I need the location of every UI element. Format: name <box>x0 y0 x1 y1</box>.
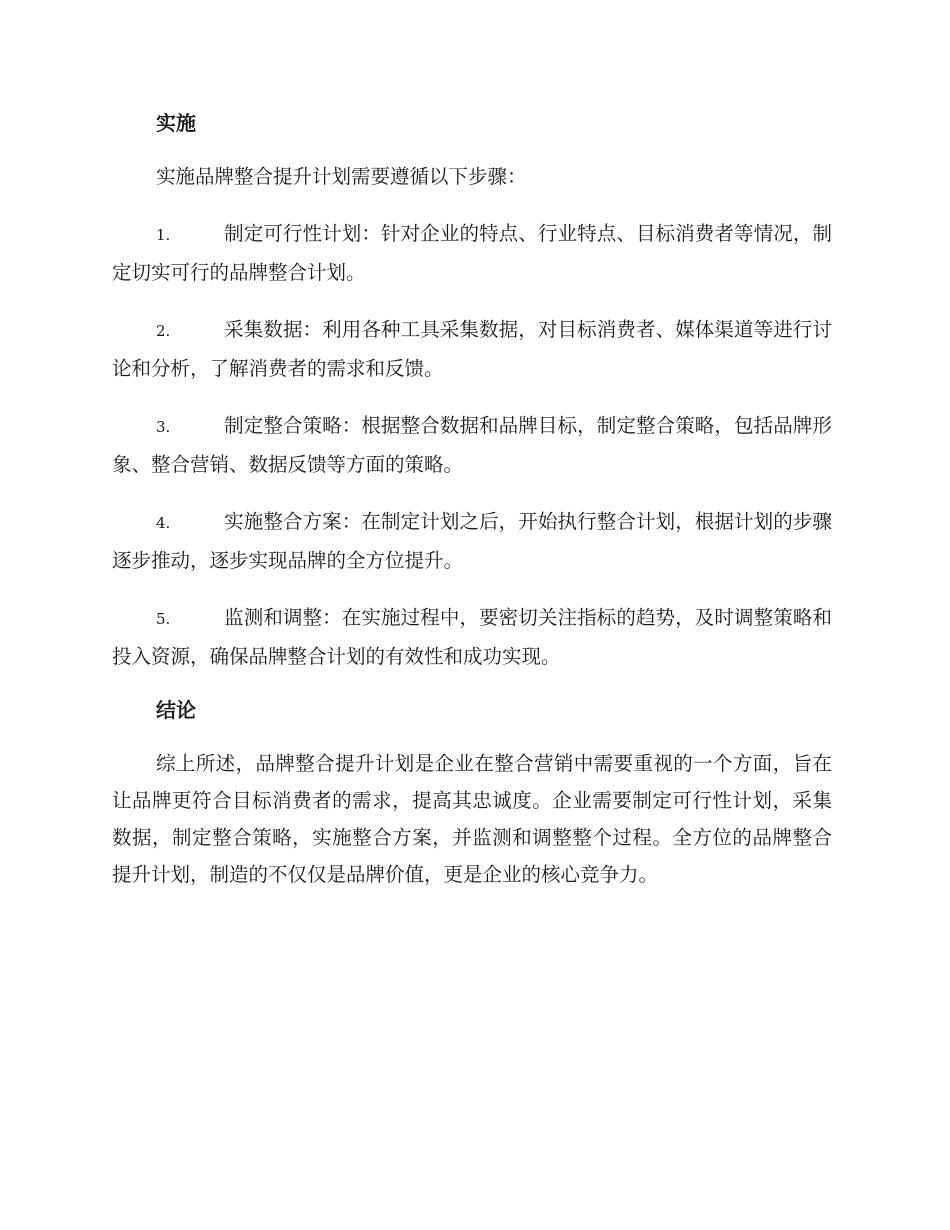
step-number: 3. <box>156 418 171 436</box>
document-page <box>112 108 832 913</box>
step-text: 实施整合方案：在制定计划之后，开始执行整合计划，根据计划的步骤逐步推动，逐步实现品牌的全方位提升。 <box>112 510 832 572</box>
conclusion-body: 综上所述，品牌整合提升计划是企业在整合营销中需要重视的一个方面，旨在让品牌更符合目标消费者的需求，提高其忠诚度。企业需要制定可行性计划，采集数据，制定整合策略，实施整合方案，并监测和调整整个过程。全方位的品牌整合提升计划，制造的不仅仅是品牌价值，更是企业的核心竞争力。 <box>112 752 832 886</box>
step-text: 制定整合策略：根据整合数据和品牌目标，制定整合策略，包括品牌形象、整合营销、数据反馈等方面的策略。 <box>112 414 832 476</box>
step-number: 1. <box>156 226 171 244</box>
step-text: 制定可行性计划：针对企业的特点、行业特点、目标消费者等情况，制定切实可行的品牌整合计划。 <box>112 222 832 284</box>
step-item-5 <box>112 599 832 675</box>
section-heading-implementation: 实施 <box>156 111 196 135</box>
step-number: 4. <box>156 514 171 532</box>
step-text: 采集数据：利用各种工具采集数据，对目标消费者、媒体渠道等进行讨论和分析，了解消费者的需求和反馈。 <box>112 318 832 380</box>
section-heading-conclusion: 结论 <box>156 698 196 722</box>
step-item-3 <box>112 407 832 483</box>
step-text: 监测和调整：在实施过程中，要密切关注指标的趋势，及时调整策略和投入资源，确保品牌整合计划的有效性和成功实现。 <box>112 606 832 668</box>
implementation-intro: 实施品牌整合提升计划需要遵循以下步骤： <box>156 165 527 188</box>
step-number: 2. <box>156 322 171 340</box>
step-item-2 <box>112 311 832 387</box>
step-number: 5. <box>156 610 171 628</box>
step-item-1 <box>112 215 832 291</box>
step-item-4 <box>112 503 832 579</box>
